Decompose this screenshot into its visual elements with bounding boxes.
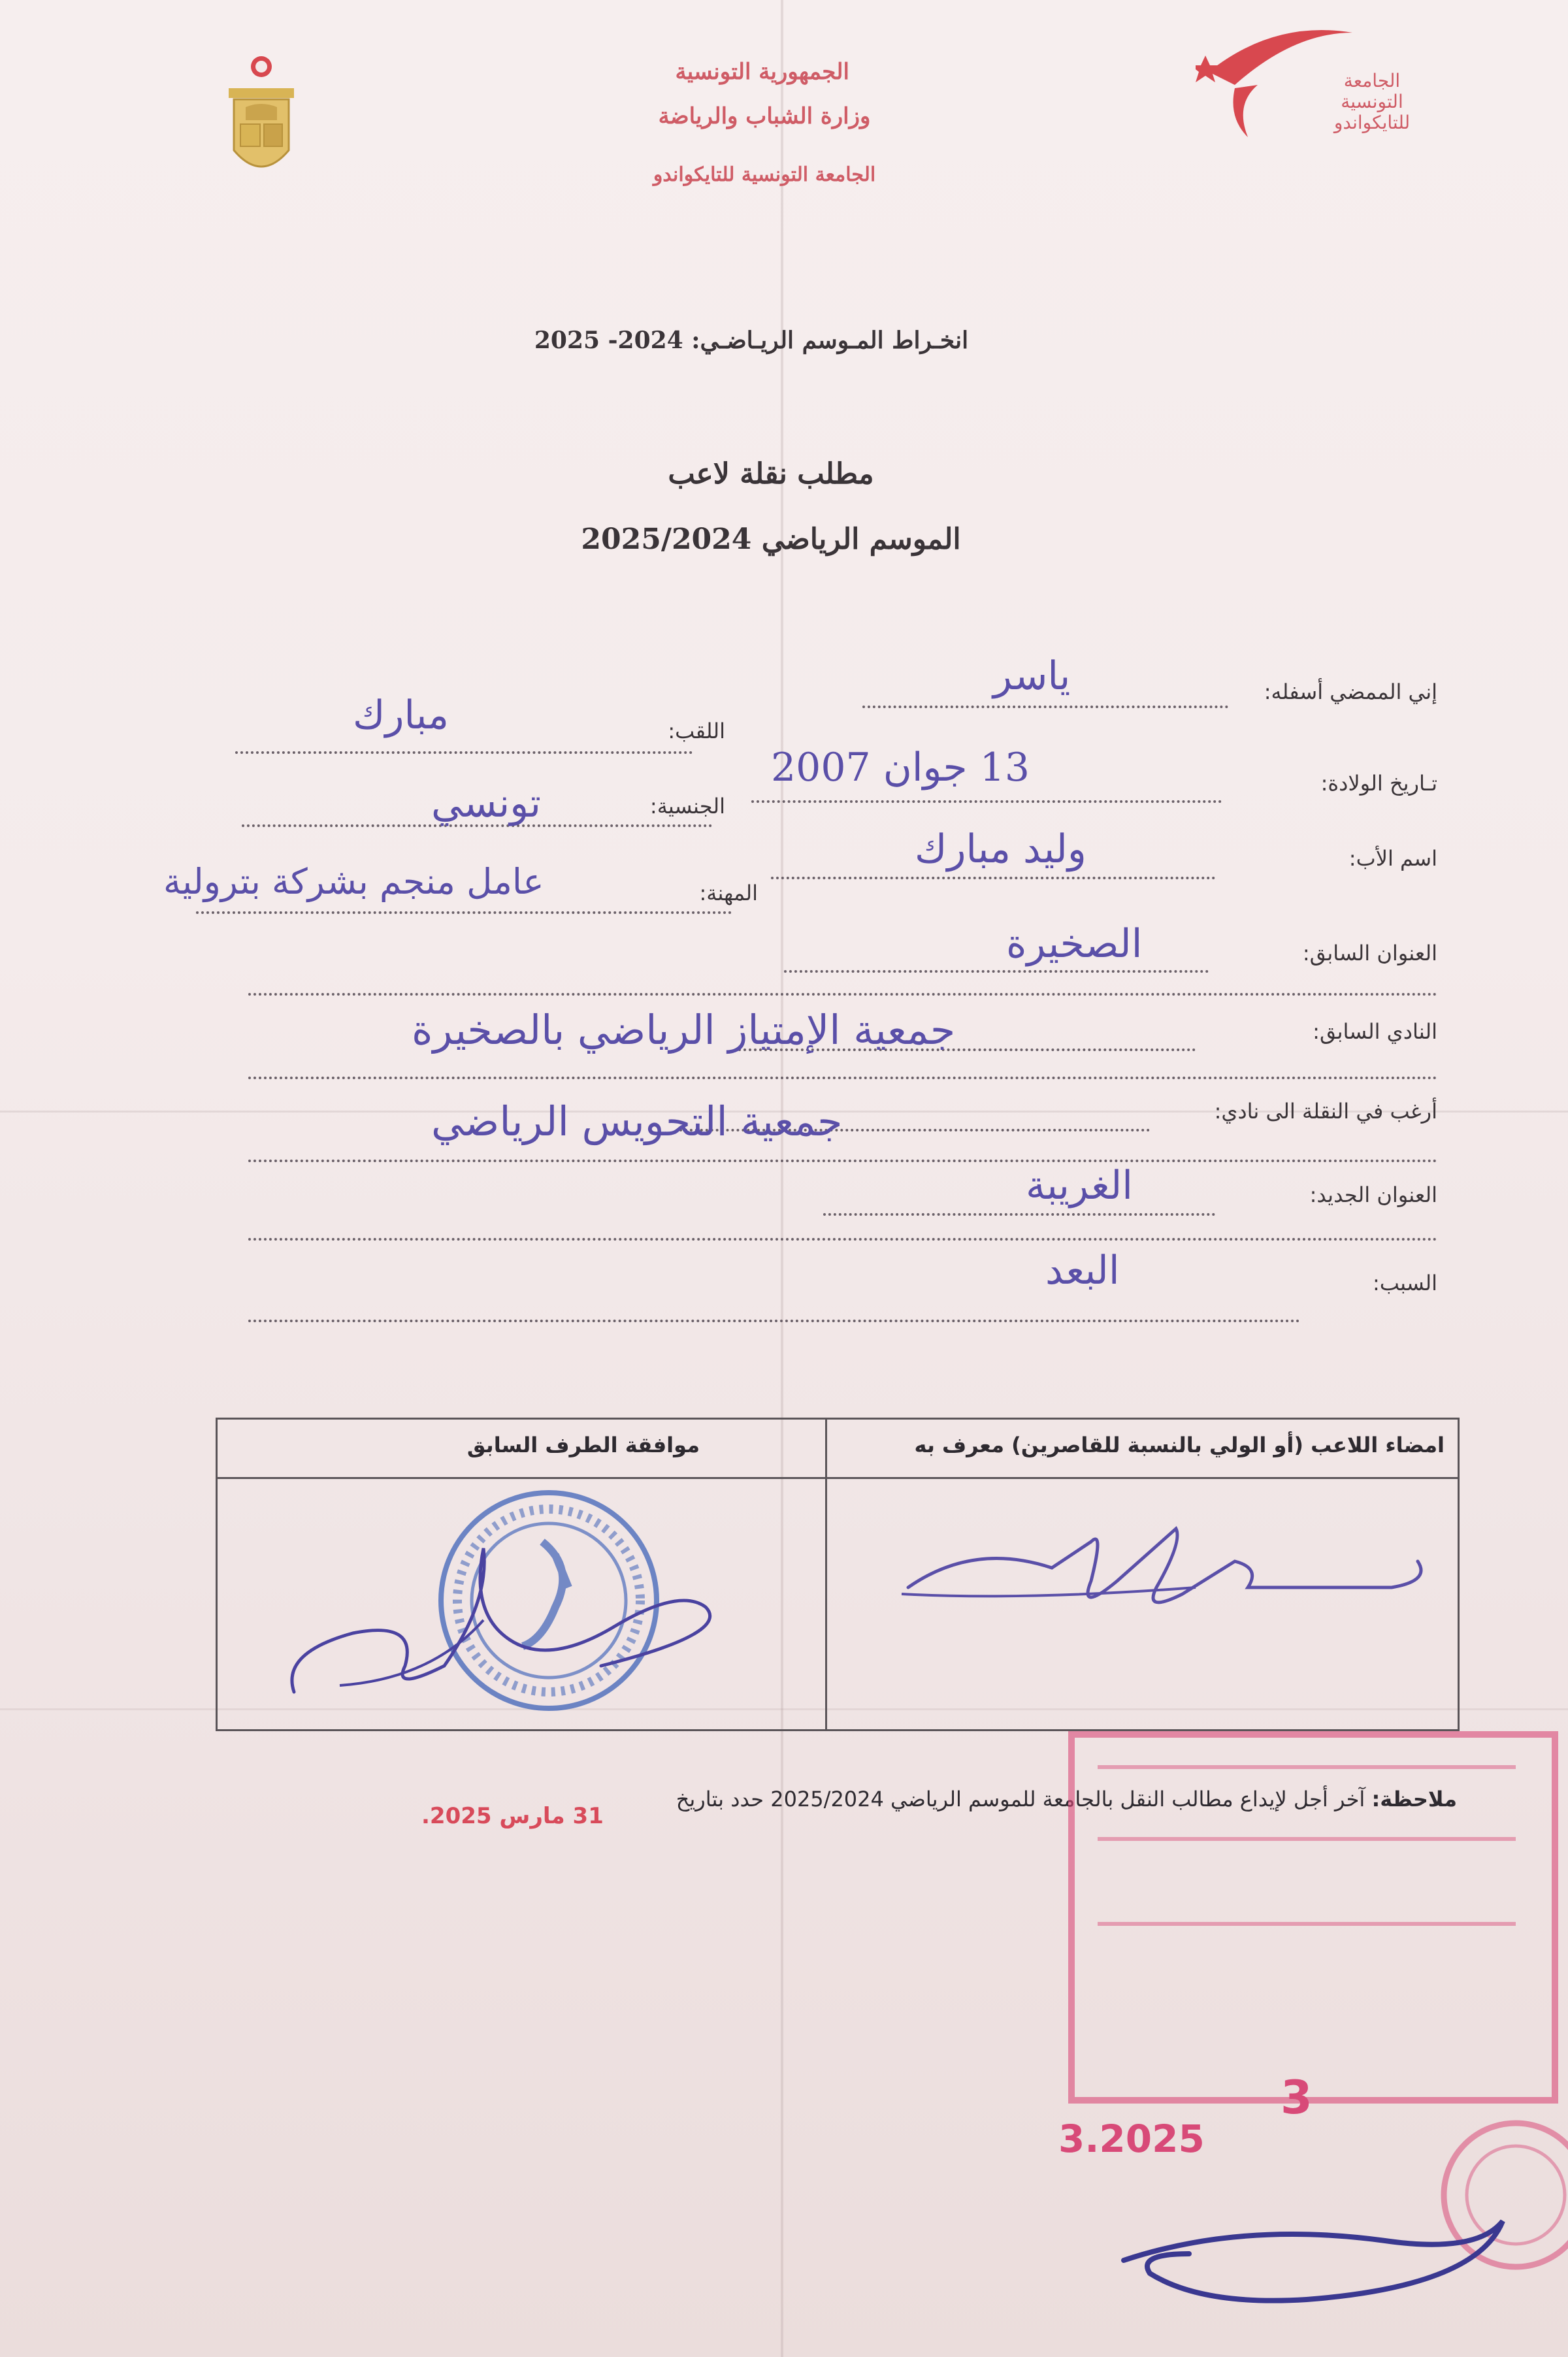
season-enrollment-title: انخـراط المـوسم الريـاضـي: 2024- 2025: [534, 327, 969, 354]
surname-dots: [235, 751, 693, 754]
profession-value: عامل منجم بشركة بترولية: [163, 861, 544, 902]
header-republic: الجمهورية التونسية: [675, 59, 849, 85]
undersigned-value: ياسر: [993, 653, 1071, 699]
previous-address-dots-2: [248, 993, 1437, 996]
transfer-club-dots-2: [248, 1160, 1437, 1162]
father-name-label: اسم الأب:: [1348, 846, 1437, 871]
reason-label: السبب:: [1372, 1271, 1437, 1295]
player-signature: [895, 1503, 1431, 1659]
previous-address-value: الصخيرة: [1006, 921, 1143, 967]
previous-club-value: جمعية الإمتياز الرياضي بالصخيرة: [412, 1006, 956, 1054]
previous-club-dots-2: [248, 1077, 1437, 1079]
birthdate-label: تـاريخ الولادة:: [1320, 771, 1437, 796]
previous-address-label: العنوان السابق:: [1302, 941, 1437, 966]
undersigned-dots: [862, 706, 1228, 708]
official-signature: [1111, 2143, 1529, 2326]
stamp-number-mark: 3: [1281, 2071, 1313, 2124]
birthdate-dots: [751, 800, 1222, 803]
note-text: آخر أجل لإيداع مطالب النقل بالجامعة للموسم الرياضي 2025/2024 حدد بتاريخ: [676, 1787, 1365, 1812]
logo-line-3: للتايكواندو: [1333, 112, 1411, 133]
logo-line-1: الجامعة: [1343, 70, 1401, 91]
new-address-value: الغريبة: [1026, 1163, 1133, 1209]
reason-value: البعد: [1045, 1248, 1120, 1293]
nationality-label: الجنسية:: [649, 794, 725, 819]
previous-club-label: النادي السابق:: [1313, 1019, 1437, 1044]
reason-dots: [248, 1320, 1300, 1322]
document-main-title: مطلب نقلة لاعب: [668, 457, 874, 491]
father-name-dots: [771, 877, 1215, 879]
new-address-dots-2: [248, 1238, 1437, 1241]
transfer-club-label: أرغب في النقلة الى نادي:: [1214, 1099, 1437, 1124]
stamp-date-mark: 3.2025: [1058, 2117, 1205, 2161]
tunisia-coat-of-arms-icon: [216, 52, 307, 189]
profession-dots: [196, 911, 732, 914]
father-name-value: وليد مبارك: [915, 826, 1086, 872]
player-signature-header: امضاء اللاعب (أو الولي بالنسبة للقاصرين) معرف به: [914, 1433, 1445, 1457]
previous-party-signature: [274, 1522, 745, 1718]
previous-party-approval-header: موافقة الطرف السابق: [466, 1433, 700, 1457]
new-address-dots: [823, 1213, 1215, 1216]
birthdate-value: 13 جوان 2007: [771, 745, 1030, 790]
surname-value: مبارك: [353, 692, 449, 738]
transfer-club-value: جمعية التحويس الرياضي: [431, 1097, 843, 1145]
note-label: ملاحظة:: [1371, 1787, 1457, 1812]
season-title: الموسم الرياضي 2025/2024: [581, 523, 961, 556]
header-ministry: وزارة الشباب والرياضة: [658, 103, 871, 129]
previous-address-dots: [784, 970, 1209, 973]
surname-label: اللقب:: [668, 719, 725, 743]
logo-line-2: التونسية: [1341, 91, 1403, 112]
red-rectangular-stamp: [1058, 1708, 1568, 2126]
signature-table-header-line: [218, 1477, 1458, 1479]
profession-label: المهنة:: [699, 881, 758, 905]
note-deadline: 31 مارس 2025.: [421, 1803, 604, 1829]
nationality-value: تونسي: [431, 781, 541, 826]
header-federation: الجامعة التونسية للتايكواندو: [653, 163, 876, 186]
undersigned-label: إني الممضي أسفله:: [1264, 679, 1437, 704]
new-address-label: العنوان الجديد:: [1309, 1182, 1437, 1207]
signature-table-divider: [825, 1420, 827, 1729]
federation-logo-text: [1326, 71, 1418, 133]
